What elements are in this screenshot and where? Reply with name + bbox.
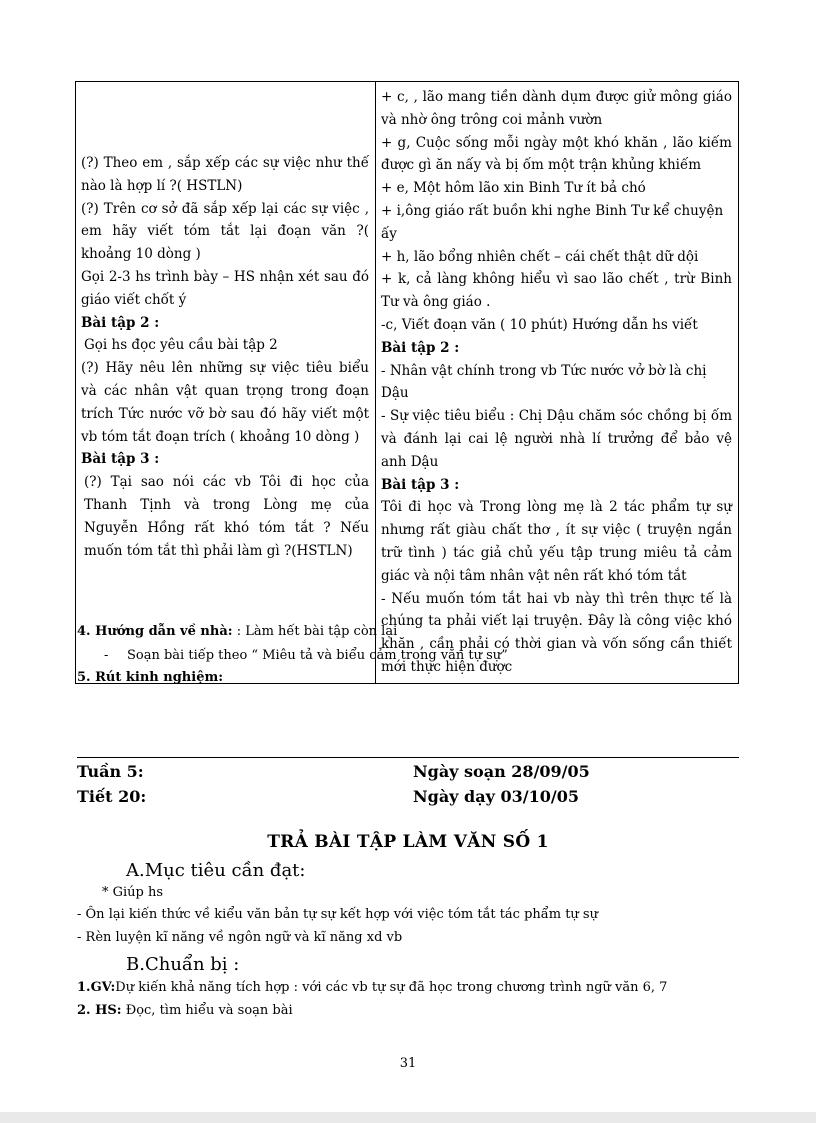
section-divider — [77, 757, 739, 758]
homework-line — [77, 624, 397, 639]
exercise-3-question: (?) Tại sao nói các vb Tôi đi học của Thanh Tịnh và trong Lòng mẹ của Nguyễn Hồng rất khó tóm tắt ? Nếu muốn tóm tắt thì phải làm gì ?(HSTLN) — [84, 474, 369, 559]
exercise-2-answer-a: - Nhân vật chính trong vb Tức nước vở bờ là chị Dậu — [381, 362, 707, 402]
lesson-title: TRẢ BÀI TẬP LÀM VĂN SỐ 1 — [267, 832, 549, 852]
question-write-summary: (?) Trên cơ sở đã sắp xếp lại các sự việc , em hãy viết tóm tắt lại đoạn văn ?( khoảng 10 dòng ) — [81, 200, 369, 263]
period-label: Tiết 20: — [77, 787, 147, 806]
teach-date: Ngày dạy 03/10/05 — [413, 787, 579, 806]
exercise-3-heading-right: Bài tập 3 : — [381, 476, 460, 493]
student-prep — [77, 1003, 293, 1018]
event-e: + e, Một hôm lão xin Binh Tư ít bả chó — [381, 180, 646, 197]
exercise-2-question: (?) Hãy nêu lên những sự việc tiêu biểu và các nhân vật quan trọng trong đoạn trích Tức nước vỡ bờ sau đó hãy viết một vb tóm tắt đoạn trích ( khoảng 10 dòng ) — [81, 360, 369, 445]
week-label: Tuần 5: — [77, 762, 144, 781]
exercise-3-heading-left: Bài tập 3 : — [81, 451, 160, 468]
exercise-2-answer-b: - Sự việc tiêu biểu : Chị Dậu chăm sóc chồng bị ốm và đánh lại cai lệ người nhà lí trưởng để bảo vệ anh Dậu — [381, 408, 732, 470]
exercise-2-heading-right: Bài tập 2 : — [381, 339, 460, 356]
page-number: 31 — [399, 1056, 417, 1071]
objective-item-2: - Rèn luyện kĩ năng về ngôn ngữ và kĩ năng xd vb — [77, 930, 403, 945]
student-prep-text: Đọc, tìm hiểu và soạn bài — [121, 1003, 293, 1018]
exercise-2-heading-left: Bài tập 2 : — [81, 314, 160, 331]
page-bottom-edge — [0, 1112, 816, 1123]
teacher-activity-cell — [76, 82, 376, 684]
exercise-3-answer-a: Tôi đi học và Trong lòng mẹ là 2 tác phẩm tự sự nhưng rất giàu chất thơ , ít sự việc ( truyện ngắn trữ tình ) tác giả chủ yếu tập trung miêu tả cảm giác và nội tâm nhân vật nên rất khó tóm tắt — [381, 499, 732, 584]
write-paragraph: -c, Viết đoạn văn ( 10 phút) Hướng dẫn hs viết — [381, 316, 698, 333]
teacher-prep-label: 1.GV: — [77, 980, 116, 995]
homework-bullet: - — [104, 648, 109, 663]
teacher-prep — [77, 980, 667, 995]
objective-item-1: - Ôn lại kiến thức về kiểu văn bản tự sự kết hợp với việc tóm tắt tác phẩm tự sự — [77, 907, 598, 922]
event-g: + g, Cuộc sống mỗi ngày một khó khăn , lão kiếm được gì ăn nấy và bị ốm một trận khủng khiếm — [381, 134, 732, 174]
present-instruction: Gọi 2-3 hs trình bày – HS nhận xét sau đó giáo viết chốt ý — [81, 268, 369, 308]
event-i: + i,ông giáo rất buồn khi nghe Binh Tư kể chuyện ấy — [381, 202, 724, 242]
homework-label: 4. Hướng dẫn về nhà: — [77, 624, 233, 639]
objectives-help: * Giúp hs — [102, 885, 164, 900]
exercise-3-answer-b: - Nếu muốn tóm tắt hai vb này thì trên thực tế là chúng ta phải viết lại truyện. Đây là công việc khó khăn , cần phải có thời gian và vốn sống cần thiết mới thực hiện được — [381, 590, 732, 675]
objectives-heading: A.Mục tiêu cần đạt: — [126, 860, 306, 881]
experience-label: 5. Rút kinh nghiệm: — [77, 670, 224, 685]
event-c: + c, , lão mang tiền dành dụm được giử mông giáo và nhờ ông trông coi mảnh vườn — [381, 89, 732, 128]
preparation-heading: B.Chuẩn bị : — [126, 954, 240, 975]
homework-item: Soạn bài tiếp theo “ Miêu tả và biểu cảm trong văn tự sự” — [127, 648, 508, 663]
student-activity-cell — [376, 82, 739, 684]
homework-text: : Làm hết bài tập còn lại — [236, 624, 398, 639]
question-sort-events: (?) Theo em , sắp xếp các sự việc như thế nào là hợp lí ?( HSTLN) — [81, 155, 369, 194]
student-prep-label: 2. HS: — [77, 1003, 122, 1018]
table-row — [76, 82, 739, 684]
event-k: + k, cả làng không hiểu vì sao lão chết , trừ Binh Tư và ông giáo . — [381, 271, 732, 311]
prep-date: Ngày soạn 28/09/05 — [413, 762, 590, 781]
lesson-table — [75, 81, 739, 684]
teacher-prep-text: Dự kiến khả năng tích hợp : với các vb tự sự đã học trong chương trình ngữ văn 6, 7 — [115, 980, 668, 995]
event-h: + h, lão bổng nhiên chết – cái chết thật dữ dội — [381, 248, 699, 265]
exercise-2-call: Gọi hs đọc yêu cầu bài tập 2 — [84, 337, 278, 354]
